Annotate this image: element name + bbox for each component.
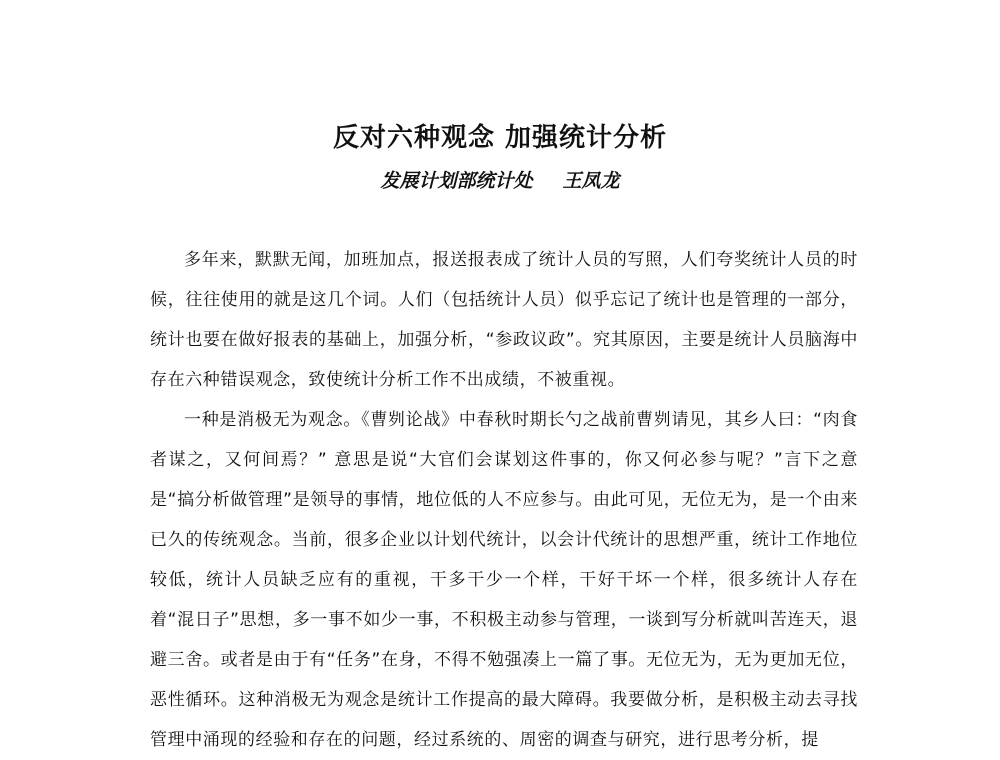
paragraph: 一种是消极无为观念。《曹刿论战》中春秋时期长勺之战前曹刿请见，其乡人曰：“肉食者谋之，又何间焉？” 意思是说“大官们会谋划这件事的，你又何必参与呢？”言下之意是“搞分析做管理”是领导的事情，地位低的人不应参与。由此可见，无位无为，是一个由来已久的传统观念。当前，很多企业以计划代统计，以会计代统计的思想严重，统计工作地位较低，统计人员缺乏应有的重视，干多干少一个样，干好干坏一个样，很多统计人存在着“混日子”思想，多一事不如少一事，不积极主动参与管理，一谈到写分析就叫苦连天，退避三舍。或者是由于有“任务”在身，不得不勉强凑上一篇了事。无位无为，无为更加无位，恶性循环。这种消极无为观念是统计工作提高的最大障碍。我要做分析，是积极主动去寻找管理中涌现的经验和存在的问题，经过系统的、周密的调查与研究，进行思考分析，提 [150,410,858,750]
article-body [150,240,858,760]
author-department: 发展计划部统计处 [380,170,533,192]
author-name: 王凤龙 [562,170,620,192]
paragraph: 多年来，默默无闻，加班加点，报送报表成了统计人员的写照，人们夸奖统计人员的时候，往往使用的就是这几个词。人们（包括统计人员）似乎忘记了统计也是管理的一部分，统计也要在做好报表的基础上，加强分析，“参政议政”。究其原因，主要是统计人员脑海中存在六种错误观念，致使统计分析工作不出成绩，不被重视。 [150,250,858,390]
byline [0,167,1000,195]
article-title: 反对六种观念 加强统计分析 [332,123,668,153]
